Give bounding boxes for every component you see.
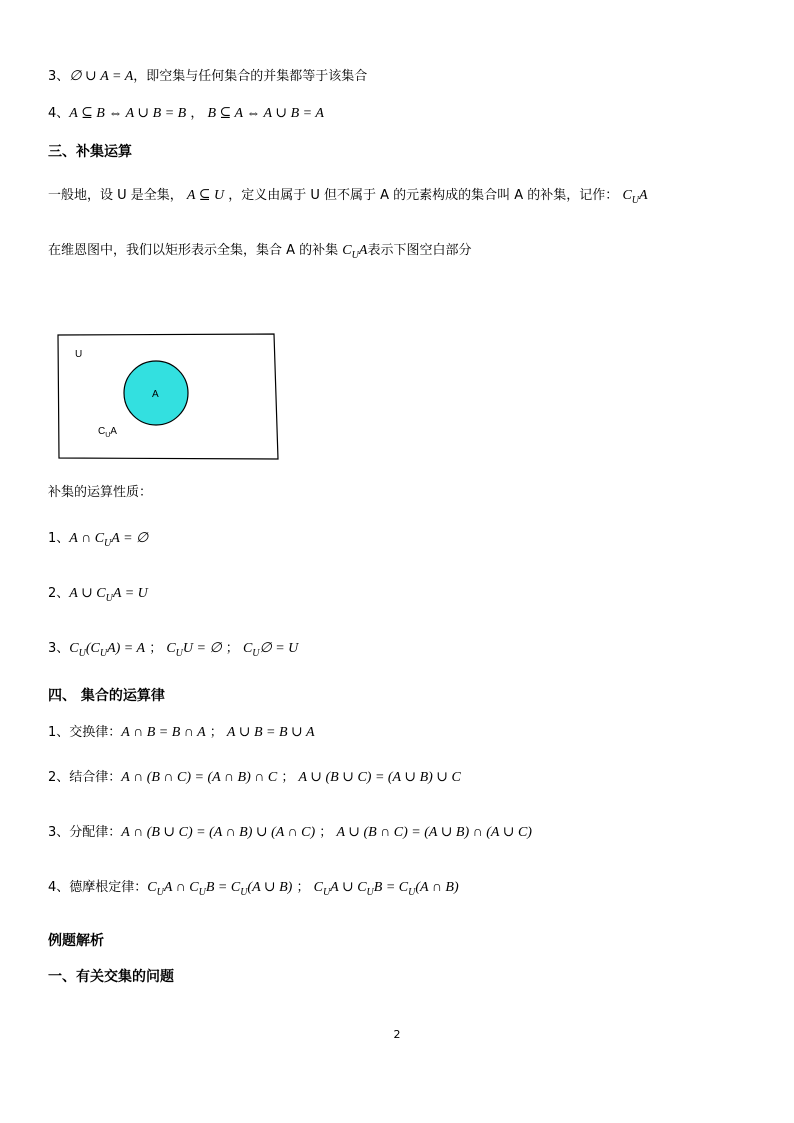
page-number: 2 bbox=[393, 1028, 401, 1041]
universe-label: U bbox=[75, 349, 83, 360]
venn-description: 在维恩图中，我们以矩形表示全集，集合 A 的补集 $C_UA$表示下图空白部分 bbox=[48, 243, 472, 261]
complement-definition: 一般地，设 U 是全集， A ⊆ U ，定义由属于 U 但不属于 A 的元素构成的集合叫 A 的补集，记作： $C_UA$ bbox=[48, 188, 648, 206]
de-morgan-law: 4、德摩根定律：$C_UA$ ∩ $C_UB = C_U(A$ ∪ B) ； $C_UA$ ∪ $C_UB = C_U(A$ ∩ B) bbox=[48, 880, 459, 898]
complement-property-2: 2、A ∪ $C_UA = U$ bbox=[48, 586, 148, 604]
section-heading-laws: 四、 集合的运算律 bbox=[48, 688, 165, 704]
intersection-problems-heading: 一、有关交集的问题 bbox=[48, 969, 174, 985]
complement-properties-heading: 补集的运算性质： bbox=[48, 485, 153, 500]
complement-property-3: 3、$C_U(C_UA) = A$ ； $C_UU$ = ∅ ； $C_U\emptyset = U$ bbox=[48, 641, 299, 659]
associative-law: 2、结合律：A ∩ (B ∩ C) = (A ∩ B) ∩ C ； A ∪ (B ∪ C) = (A ∪ B) ∪ C bbox=[48, 770, 461, 785]
complement-label: $C_UA$ bbox=[98, 426, 117, 439]
venn-diagram bbox=[55, 332, 283, 462]
commutative-law: 1、交换律：A ∩ B = B ∩ A ； A ∪ B = B ∪ A bbox=[48, 725, 315, 740]
set-a-label: A bbox=[152, 389, 159, 400]
examples-heading: 例题解析 bbox=[48, 933, 104, 949]
subset-union-property: 4、A ⊆ B ⇔ A ∪ B = B ， B ⊆ A ⇔ A ∪ B = A bbox=[48, 106, 324, 121]
union-empty-set-property: 3、∅ ∪ A = A，即空集与任何集合的并集都等于该集合 bbox=[48, 69, 368, 84]
complement-property-1: 1、A ∩ $C_UA$ = ∅ bbox=[48, 531, 149, 549]
distributive-law: 3、分配律：A ∩ (B ∪ C) = (A ∩ B) ∪ (A ∩ C) ； A ∪ (B ∩ C) = (A ∪ B) ∩ (A ∪ C) bbox=[48, 825, 532, 840]
section-heading-complement: 三、补集运算 bbox=[48, 144, 132, 160]
